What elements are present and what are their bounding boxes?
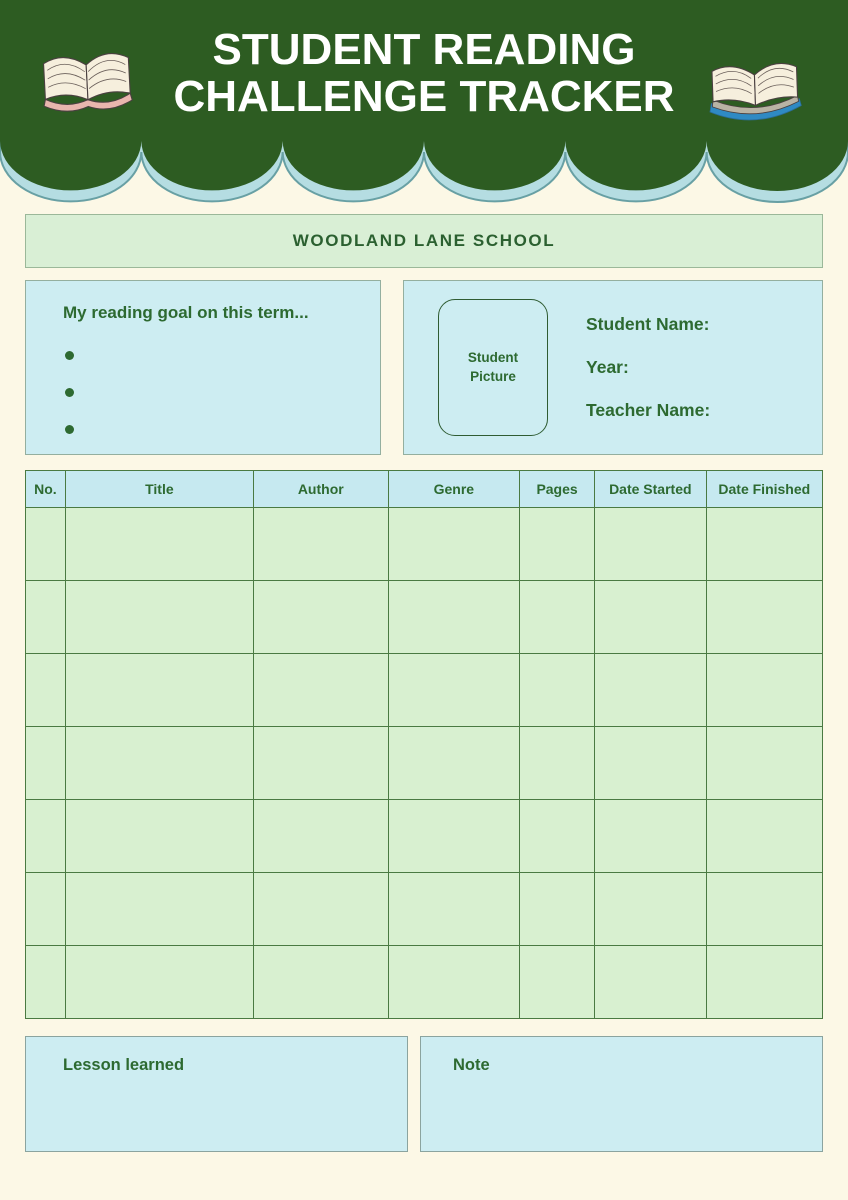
column-header-author: Author [253, 471, 388, 508]
goal-bullet-line[interactable] [65, 421, 360, 458]
table-cell[interactable] [26, 946, 66, 1019]
table-cell[interactable] [388, 800, 520, 873]
table-cell[interactable] [26, 727, 66, 800]
page-title-line2: CHALLENGE TRACKER [173, 72, 675, 121]
bullet-point-icon [65, 388, 74, 397]
column-header-pages: Pages [520, 471, 595, 508]
bullet-point-icon [65, 425, 74, 434]
bullet-point-icon [65, 351, 74, 360]
bottom-row [25, 1036, 823, 1152]
table-cell[interactable] [253, 727, 388, 800]
table-cell[interactable] [26, 581, 66, 654]
column-header-no: No. [26, 471, 66, 508]
note-box[interactable] [420, 1036, 823, 1152]
reading-goal-box[interactable] [25, 280, 381, 455]
table-cell[interactable] [706, 800, 822, 873]
table-cell[interactable] [520, 581, 595, 654]
table-cell[interactable] [253, 508, 388, 581]
table-cell[interactable] [388, 581, 520, 654]
table-cell[interactable] [706, 727, 822, 800]
student-fields [586, 299, 710, 434]
student-info-box [403, 280, 823, 455]
table-row [26, 800, 823, 873]
school-name-label: WOODLAND LANE SCHOOL [292, 231, 556, 250]
table-cell[interactable] [706, 581, 822, 654]
table-cell[interactable] [388, 508, 520, 581]
table-cell[interactable] [595, 581, 707, 654]
goal-bullet-line[interactable] [65, 384, 360, 421]
table-cell[interactable] [253, 800, 388, 873]
student-name-field-label[interactable]: Student Name: [586, 314, 710, 334]
table-cell[interactable] [595, 946, 707, 1019]
note-label: Note [453, 1056, 490, 1074]
table-cell[interactable] [26, 508, 66, 581]
table-cell[interactable] [706, 946, 822, 1019]
student-picture-label: Student Picture [467, 350, 519, 384]
table-row [26, 508, 823, 581]
table-row [26, 654, 823, 727]
table-cell[interactable] [520, 800, 595, 873]
table-cell[interactable] [520, 873, 595, 946]
table-cell[interactable] [65, 581, 253, 654]
column-header-date-finished: Date Finished [706, 471, 822, 508]
header-banner [0, 0, 848, 202]
table-cell[interactable] [388, 873, 520, 946]
table-cell[interactable] [388, 727, 520, 800]
page-title [0, 26, 848, 120]
table-cell[interactable] [26, 800, 66, 873]
table-cell[interactable] [253, 873, 388, 946]
table-cell[interactable] [253, 946, 388, 1019]
table-cell[interactable] [388, 946, 520, 1019]
teacher-name-field-label[interactable]: Teacher Name: [586, 400, 711, 420]
year-field-label[interactable]: Year: [586, 357, 629, 377]
table-cell[interactable] [65, 727, 253, 800]
table-cell[interactable] [595, 508, 707, 581]
table-row [26, 873, 823, 946]
table-cell[interactable] [388, 654, 520, 727]
table-cell[interactable] [65, 800, 253, 873]
table-cell[interactable] [26, 654, 66, 727]
reading-goal-title: My reading goal on this term... [63, 303, 309, 322]
goal-bullet-line[interactable] [65, 347, 360, 384]
table-cell[interactable] [595, 654, 707, 727]
table-cell[interactable] [520, 654, 595, 727]
table-cell[interactable] [26, 873, 66, 946]
table-cell[interactable] [253, 654, 388, 727]
table-row [26, 727, 823, 800]
page-content [0, 214, 848, 1152]
table-cell[interactable] [65, 946, 253, 1019]
table-cell[interactable] [65, 654, 253, 727]
student-picture-placeholder[interactable] [438, 299, 548, 436]
column-header-title: Title [65, 471, 253, 508]
table-cell[interactable] [520, 727, 595, 800]
table-cell[interactable] [520, 508, 595, 581]
table-header-row [26, 471, 823, 508]
table-cell[interactable] [706, 508, 822, 581]
page-title-line1: STUDENT READING [212, 25, 636, 74]
column-header-genre: Genre [388, 471, 520, 508]
lesson-learned-box[interactable] [25, 1036, 408, 1152]
reading-tracker-table [25, 470, 823, 1019]
lesson-learned-label: Lesson learned [63, 1056, 185, 1074]
goal-bullets [65, 347, 360, 458]
table-cell[interactable] [595, 727, 707, 800]
table-cell[interactable] [595, 873, 707, 946]
info-row [25, 280, 823, 455]
school-name-banner [25, 214, 823, 268]
table-row [26, 946, 823, 1019]
table-cell[interactable] [65, 508, 253, 581]
table-cell[interactable] [706, 654, 822, 727]
table-cell[interactable] [253, 581, 388, 654]
table-cell[interactable] [706, 873, 822, 946]
table-cell[interactable] [595, 800, 707, 873]
table-cell[interactable] [520, 946, 595, 1019]
column-header-date-started: Date Started [595, 471, 707, 508]
table-cell[interactable] [65, 873, 253, 946]
table-row [26, 581, 823, 654]
